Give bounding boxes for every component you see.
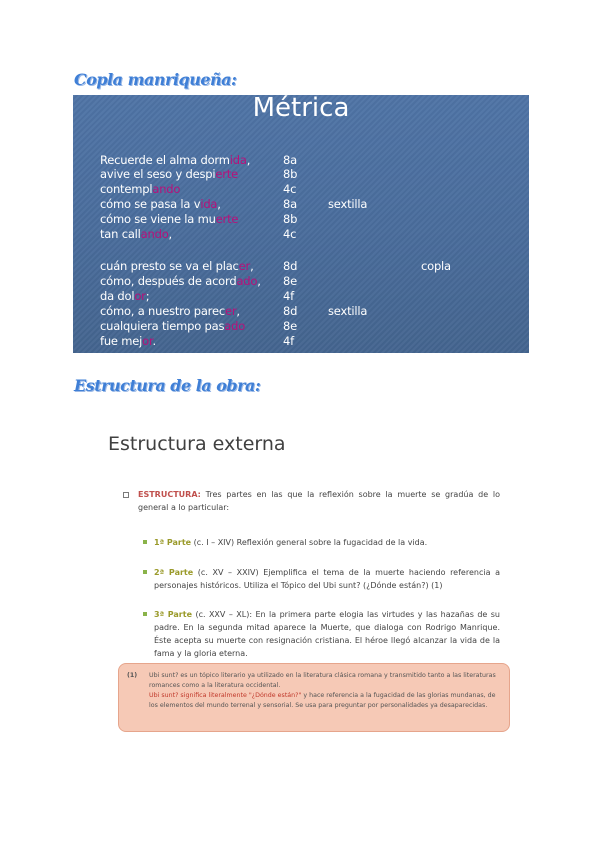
verse-text: cómo se viene la mu <box>100 212 216 226</box>
meter-label: 8a <box>283 197 297 211</box>
verse-line <box>100 304 240 318</box>
verse-text: tan call <box>100 227 141 241</box>
part-3-text: (c. XXV – XL): En la primera parte elogia las virtudes y las hazañas de su padre. En la segunda mitad aparece la Muerte, que dialoga con Rodrigo Manrique. Éste acepta su muerte con resignación cristiana. El héroe llegó alcanzar la vida de la fama y la gloria eterna. <box>154 610 501 658</box>
verse-punct: , <box>236 304 240 318</box>
verse-line <box>100 274 261 288</box>
sextilla-label-2: sextilla <box>328 304 368 318</box>
footnote-line-1: Ubi sunt? es un tópico literario ya utilizado en la literatura clásica romana y transmitido tanto a las literaturas romances como a la literatura occidental. <box>149 672 496 689</box>
verse-line <box>100 212 238 226</box>
part-2 <box>154 566 500 592</box>
verse-rhyme: ando <box>140 227 169 241</box>
verse-line <box>100 259 254 273</box>
verse-text: da dol <box>100 289 135 303</box>
metrica-slide-title: Métrica <box>252 93 350 123</box>
verse-line <box>100 182 180 196</box>
meter-label: 8d <box>283 304 298 318</box>
verse-rhyme: ando <box>152 182 181 196</box>
verse-line <box>100 167 238 181</box>
meter-label: 4f <box>283 289 294 303</box>
verse-rhyme: erte <box>215 212 239 226</box>
verse-punct: , <box>250 259 254 273</box>
verse-line <box>100 197 221 211</box>
meter-label: 8e <box>283 274 297 288</box>
verse-line <box>100 227 172 241</box>
verse-text: cuán presto se va el plac <box>100 259 239 273</box>
meter-label: 8b <box>283 212 298 226</box>
estructura-slide <box>72 400 528 740</box>
meter-label: 4f <box>283 334 294 348</box>
part-2-text: (c. XV – XXIV) Ejemplifica el tema de la muerte haciendo referencia a personajes históricos. Utiliza el Tópico del Ubi sunt? (¿Dónde están?) (1) <box>154 568 500 590</box>
verse-text: cómo se pasa la v <box>100 197 201 211</box>
meter-label: 8b <box>283 167 298 181</box>
part-1-label: 1ª Parte <box>154 538 192 547</box>
verse-punct: , <box>257 274 261 288</box>
sextilla-label-1: sextilla <box>328 197 368 211</box>
part-2-bullet <box>143 570 147 574</box>
footnote-line-2: Ubi sunt? significa literalmente "¿Dónde están?" <box>149 692 302 699</box>
verse-text: cualquiera tiempo pas <box>100 319 225 333</box>
metrica-slide <box>73 95 529 353</box>
meter-label: 4c <box>283 182 297 196</box>
estructura-bullet <box>123 492 129 498</box>
part-1-bullet <box>143 540 147 544</box>
verse-line <box>100 334 156 348</box>
verse-text: contempl <box>100 182 153 196</box>
meter-label: 8a <box>283 153 297 167</box>
part-2-label: 2ª Parte <box>154 568 194 577</box>
verse-rhyme: ado <box>236 274 258 288</box>
verse-text: fue mej <box>100 334 143 348</box>
heading-estructura-obra: Estructura de la obra: <box>74 376 261 395</box>
copla-label: copla <box>421 259 451 273</box>
verse-rhyme: ado <box>224 319 246 333</box>
verse-text: cómo, a nuestro parec <box>100 304 225 318</box>
verse-rhyme: or <box>134 289 146 303</box>
verse-punct: , <box>168 227 173 241</box>
estructura-paragraph <box>138 488 500 514</box>
estructura-label: ESTRUCTURA: <box>138 490 201 499</box>
meter-label: 8d <box>283 259 298 273</box>
part-1 <box>154 536 500 549</box>
footnote-number: (1) <box>127 672 138 679</box>
verse-text: cómo, después de acord <box>100 274 237 288</box>
verse-rhyme: ida <box>229 153 247 167</box>
part-3-bullet <box>143 612 147 616</box>
meter-label: 4c <box>283 227 297 241</box>
estructura-slide-title: Estructura externa <box>108 433 286 455</box>
verse-punct: ; <box>145 289 150 303</box>
verse-text: Recuerde el alma dorm <box>100 153 230 167</box>
footnote-line-3: y hace referencia a la fugacidad de las glorias mundanas, de los elementos del mundo terrenal y sensorial. Se usa para preguntar por personalidades ya desaparecidas. <box>149 692 496 709</box>
verse-line <box>100 319 245 333</box>
verse-punct: , <box>246 153 251 167</box>
estructura-text: Tres partes en las que la reflexión sobre la muerte se gradúa de lo general a lo particular: <box>138 490 500 512</box>
verse-rhyme: er <box>238 259 251 273</box>
part-3 <box>154 608 500 660</box>
footnote-box <box>118 663 510 732</box>
part-3-label: 3ª Parte <box>154 610 193 619</box>
verse-rhyme: er <box>224 304 237 318</box>
meter-label: 8e <box>283 319 297 333</box>
heading-copla-manriquena: Copla manriqueña: <box>74 70 237 89</box>
verse-punct: . <box>152 334 156 348</box>
verse-rhyme: ida <box>200 197 218 211</box>
verse-line <box>100 289 149 303</box>
verse-text: avive el seso y despi <box>100 167 216 181</box>
part-1-text: (c. I – XIV) Reflexión general sobre la fugacidad de la vida. <box>191 538 428 547</box>
verse-line <box>100 153 250 167</box>
verse-punct: , <box>217 197 221 211</box>
verse-rhyme: erte <box>215 167 238 181</box>
verse-rhyme: or <box>142 334 153 348</box>
